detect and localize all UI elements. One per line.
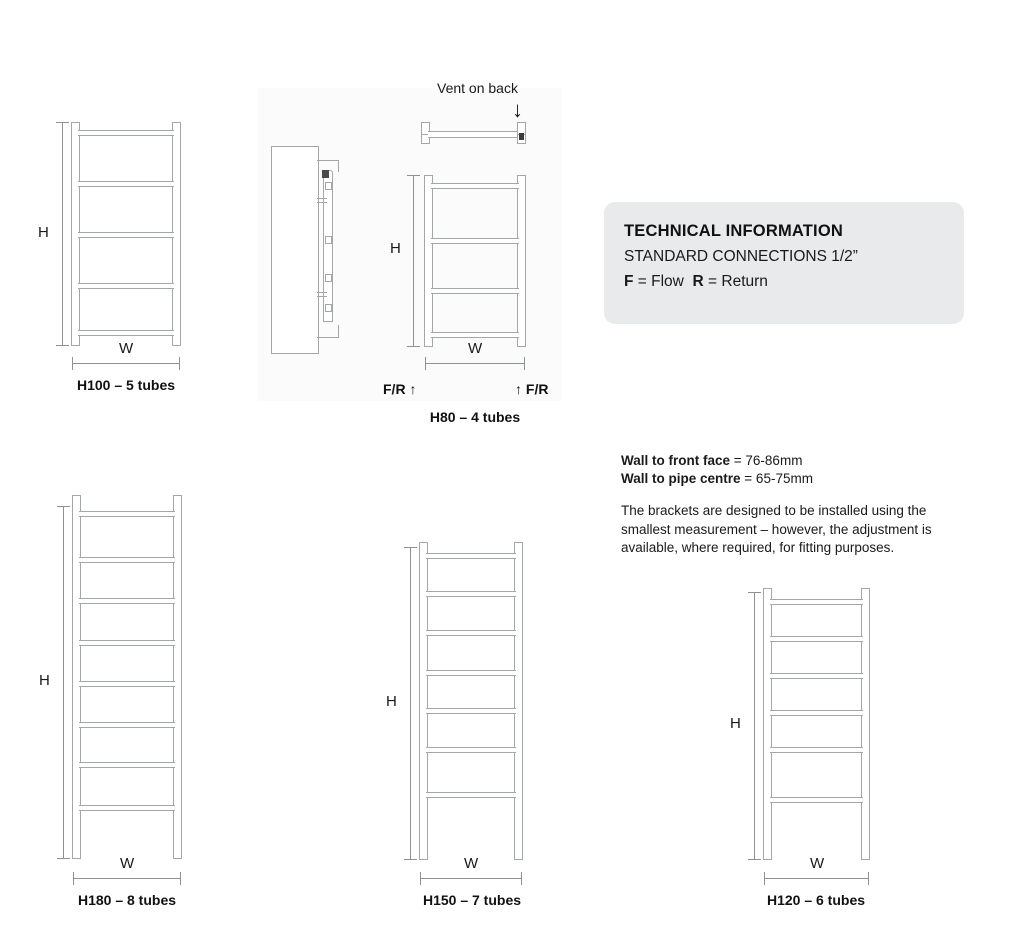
h120-tube (770, 673, 863, 679)
wall-to-front-face-value: = 76-86mm (733, 453, 803, 468)
bracket-nub (325, 182, 332, 190)
h80-height-label: H (390, 240, 401, 257)
h80-tube (431, 238, 519, 244)
h80-right-rail (517, 175, 526, 347)
h150-caption: H150 – 7 tubes (422, 892, 522, 908)
top-bracket-arm (317, 160, 339, 161)
bracket-nub (325, 304, 332, 312)
top-bracket-drop (338, 160, 339, 172)
bracket-connector (317, 296, 327, 297)
h80-radiator (424, 175, 526, 347)
h80-tube (431, 183, 519, 189)
h100-tube (78, 181, 174, 187)
h100-caption: H100 – 5 tubes (76, 377, 176, 393)
vent-tube (428, 131, 519, 138)
technical-information-card (604, 202, 964, 324)
flow-return-legend (624, 273, 964, 291)
wall-to-pipe-centre-value: = 65-75mm (744, 471, 813, 486)
h150-height-label: H (386, 693, 397, 710)
return-key: R (692, 273, 704, 290)
vent-arrow-icon: ↓ (512, 97, 523, 122)
h80-width-label: W (468, 340, 483, 357)
h100-height-dimension-line (62, 122, 63, 346)
h120-tube (770, 636, 863, 642)
h150-tube (426, 630, 516, 636)
h150-tube (426, 591, 516, 597)
flow-text: = Flow (637, 273, 684, 290)
wall-to-front-face-line (621, 452, 966, 470)
h180-caption: H180 – 8 tubes (77, 892, 177, 908)
h120-height-label: H (730, 715, 741, 732)
h150-radiator (419, 542, 523, 860)
connection-right-text: F/R (525, 381, 549, 397)
h150-tube (426, 670, 516, 676)
h120-tube (770, 710, 863, 716)
h120-height-dimension-line (754, 592, 755, 860)
h100-height-label: H (38, 224, 49, 241)
h80-tube (431, 288, 519, 294)
h100-width-label: W (119, 340, 134, 357)
wall-to-pipe-centre-line (621, 470, 966, 488)
h150-width-dimension-line (420, 878, 522, 879)
h120-width-label: W (810, 855, 825, 872)
bracket-nub (325, 236, 332, 244)
bracket-nub (322, 170, 329, 178)
h120-tube (770, 797, 863, 803)
side-section-view (271, 146, 337, 354)
h180-tube (79, 511, 175, 517)
radiator-profile (323, 170, 333, 322)
connection-label-right (515, 381, 548, 397)
connection-right-arrow-icon: ↑ (515, 381, 522, 397)
h120-width-dimension-line (764, 878, 869, 879)
wall-measurement-notes (621, 452, 966, 558)
h150-tube (426, 553, 516, 559)
bottom-bracket-drop (338, 325, 339, 337)
h150-tube (426, 792, 516, 798)
h180-width-label: W (120, 855, 135, 872)
wall-to-pipe-centre-label: Wall to pipe centre (621, 471, 741, 486)
h120-tube (770, 747, 863, 753)
h100-tube (78, 232, 174, 238)
h150-right-rail (514, 542, 523, 860)
h100-radiator (71, 122, 181, 346)
h150-width-label: W (464, 855, 479, 872)
h180-tube (79, 681, 175, 687)
bracket-connector (317, 202, 327, 203)
h180-tube (79, 805, 175, 811)
h150-left-rail (419, 542, 428, 860)
h120-caption: H120 – 6 tubes (766, 892, 866, 908)
h80-tube (431, 332, 519, 338)
h180-radiator (72, 495, 182, 859)
h80-width-dimension-line (425, 363, 525, 364)
bracket-nub (325, 274, 332, 282)
h180-tube (79, 762, 175, 768)
h80-height-dimension-line (413, 175, 414, 347)
h120-right-rail (861, 588, 870, 860)
vent-valve-mark (519, 133, 524, 140)
bracket-connector (317, 292, 327, 293)
h180-tube (79, 598, 175, 604)
h150-tube (426, 747, 516, 753)
connection-left-text: F/R (383, 381, 406, 397)
connection-left-arrow-icon: ↑ (409, 381, 417, 397)
h100-width-dimension-line (72, 363, 180, 364)
h100-tube (78, 283, 174, 289)
h180-height-dimension-line (63, 506, 64, 859)
wall-to-front-face-label: Wall to front face (621, 453, 731, 468)
h180-tube (79, 640, 175, 646)
bracket-connector (317, 198, 327, 199)
bottom-bracket-arm (317, 337, 339, 338)
h120-tube (770, 599, 863, 605)
h120-radiator (763, 588, 870, 860)
h80-caption: H80 – 4 tubes (429, 409, 521, 425)
h180-tube (79, 722, 175, 728)
flow-key: F (624, 273, 634, 290)
h180-width-dimension-line (73, 878, 181, 879)
vent-detail-bar (421, 122, 526, 146)
vent-on-back-label: Vent on back (437, 80, 518, 96)
h80-left-rail (424, 175, 433, 347)
h100-tube (78, 330, 174, 336)
return-text: = Return (708, 273, 768, 290)
h150-tube (426, 708, 516, 714)
bracket-installation-paragraph: The brackets are designed to be installed using the smallest measurement – however, the adjustment is available, where required, for fitting purposes. (621, 503, 932, 555)
h180-height-label: H (39, 672, 50, 689)
technical-information-heading: TECHNICAL INFORMATION (624, 222, 843, 240)
h120-left-rail (763, 588, 772, 860)
connection-label-left (383, 381, 416, 397)
standard-connections-text: STANDARD CONNECTIONS 1/2” (624, 248, 858, 265)
h100-tube (78, 130, 174, 136)
h150-height-dimension-line (410, 547, 411, 860)
h180-tube (79, 557, 175, 563)
wall-section (271, 146, 319, 354)
